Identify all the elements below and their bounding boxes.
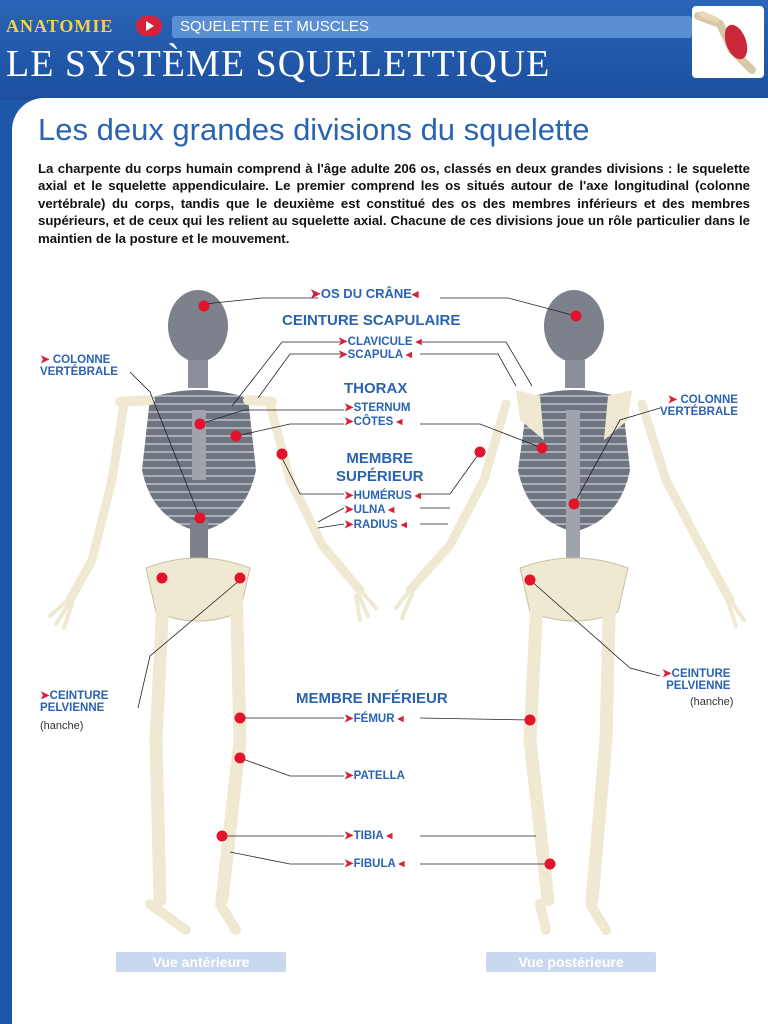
marker-tibia <box>217 831 228 842</box>
label-fibula: ➤FIBULA ◂ <box>344 858 405 870</box>
label-scapula: ➤SCAPULA ◂ <box>338 349 412 361</box>
label-colonne-anterior: ➤ COLONNE VERTÉBRALE <box>40 354 118 378</box>
label-humerus: ➤HUMÉRUS ◂ <box>344 490 421 502</box>
marker-sternum <box>195 419 206 430</box>
marker-fibula <box>545 859 556 870</box>
marker-femur-anterior <box>235 713 246 724</box>
marker-humerus-anterior <box>277 449 288 460</box>
caption-anterior-view: Vue antérieure <box>116 952 286 972</box>
label-hanche-posterior: (hanche) <box>690 696 734 708</box>
section-kicker: ANATOMIE <box>6 16 114 36</box>
label-sternum: ➤STERNUM <box>344 402 411 414</box>
label-clavicule: ➤CLAVICULE ◂ <box>338 336 422 348</box>
marker-crane-anterior <box>199 301 210 312</box>
section-heading: Les deux grandes divisions du squelette <box>38 112 590 147</box>
group-thorax: THORAX <box>344 380 408 397</box>
marker-hanche-left <box>157 573 168 584</box>
caption-posterior-view: Vue postérieure <box>486 952 656 972</box>
marker-patella <box>235 753 246 764</box>
page-title: LE SYSTÈME SQUELETTIQUE <box>6 43 551 85</box>
label-tibia: ➤TIBIA ◂ <box>344 830 393 842</box>
marker-colonne-anterior <box>195 513 206 524</box>
label-patella: ➤PATELLA <box>344 770 405 782</box>
label-femur: ➤FÉMUR ◂ <box>344 713 404 725</box>
marker-crane-posterior <box>571 311 582 322</box>
section-subtitle: SQUELETTE ET MUSCLES <box>172 16 692 38</box>
marker-colonne-posterior <box>569 499 580 510</box>
anterior-skeleton <box>50 290 376 930</box>
marker-femur-posterior <box>525 715 536 726</box>
label-colonne-posterior: ➤ COLONNE VERTÉBRALE <box>660 394 738 418</box>
group-membre-superieur: MEMBRE SUPÉRIEUR <box>336 450 424 485</box>
label-ceinture-pelvienne-anterior: ➤CEINTURE PELVIENNE <box>40 690 109 714</box>
group-ceinture-scapulaire: CEINTURE SCAPULAIRE <box>282 312 461 329</box>
label-crane: ➤OS DU CRÂNE◂ <box>310 286 419 301</box>
marker-humerus-posterior <box>475 447 486 458</box>
marker-cotes-posterior <box>537 443 548 454</box>
label-ulna: ➤ULNA ◂ <box>344 504 395 516</box>
label-hanche-anterior: (hanche) <box>40 720 84 732</box>
intro-paragraph: La charpente du corps humain comprend à l'âge adulte 206 os, classés en deux grandes divisions : le squelette axial et le squelette appendiculaire. Le premier comprend les os situés autour de l'axe longitudinal (colonne vertébrale) du corps, tandis que le deuxième est constitué des os des membres inférieurs et des membres supérieurs, et de ceux qui les relient au squelette axial. Chacune de ces divisions joue un rôle particulier dans le maintien de la posture et le mouvement. <box>38 161 750 246</box>
marker-hanche-posterior <box>525 575 536 586</box>
marker-hanche-right <box>235 573 246 584</box>
label-cotes: ➤CÔTES ◂ <box>344 416 403 428</box>
label-radius: ➤RADIUS ◂ <box>344 519 407 531</box>
label-ceinture-pelvienne-posterior: ➤CEINTURE PELVIENNE <box>662 668 731 692</box>
marker-cotes <box>231 431 242 442</box>
group-membre-inferieur: MEMBRE INFÉRIEUR <box>296 690 448 707</box>
posterior-skeleton <box>396 290 744 930</box>
